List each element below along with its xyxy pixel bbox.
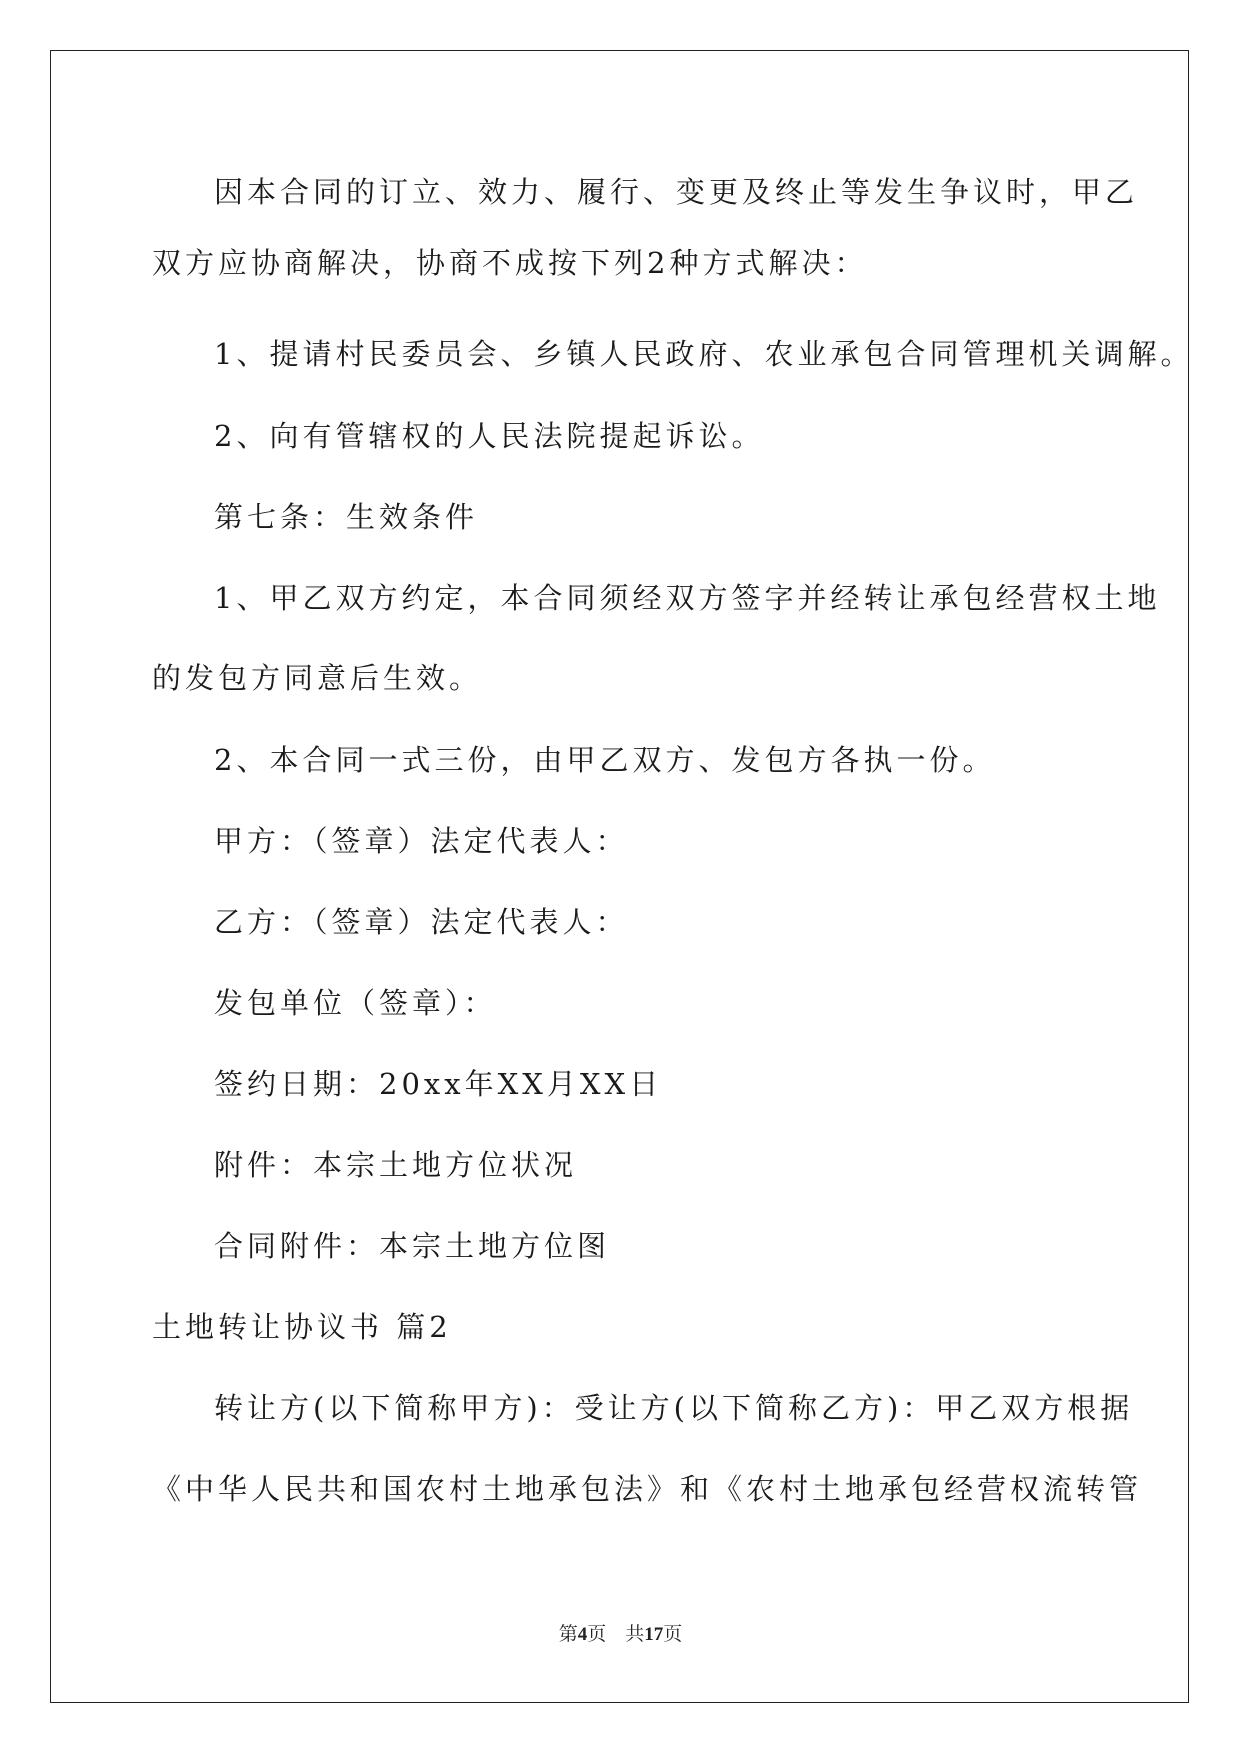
text-line: 转让方(以下简称甲方)：受让方(以下简称乙方)：甲乙双方根据 bbox=[214, 1391, 1134, 1425]
attachment-line: 合同附件：本宗土地方位图 bbox=[214, 1229, 611, 1263]
text-line: 《中华人民共和国农村土地承包法》和《农村土地承包经营权流转管 bbox=[152, 1472, 1143, 1506]
section-heading: 第七条：生效条件 bbox=[214, 500, 479, 534]
text-line: 2、向有管辖权的人民法院提起诉讼。 bbox=[214, 419, 765, 453]
footer-page-suffix: 页 bbox=[587, 1624, 607, 1645]
signature-line-issuer: 发包单位（签章）： bbox=[214, 986, 497, 1020]
footer-total-suffix: 页 bbox=[663, 1624, 683, 1645]
footer-prefix: 第 bbox=[558, 1624, 578, 1645]
signature-line-party-a: 甲方：（签章）法定代表人： bbox=[214, 824, 629, 858]
page-number: 4 bbox=[577, 1624, 588, 1645]
signing-date: 签约日期：20xx年XX月XX日 bbox=[214, 1067, 663, 1101]
text-line: 双方应协商解决，协商不成按下列2种方式解决： bbox=[152, 246, 868, 280]
signature-line-party-b: 乙方：（签章）法定代表人： bbox=[214, 905, 629, 939]
text-line: 2、本合同一式三份，由甲乙双方、发包方各执一份。 bbox=[214, 743, 996, 777]
text-line: 因本合同的订立、效力、履行、变更及终止等发生争议时，甲乙 bbox=[214, 175, 1139, 209]
text-line: 1、提请村民委员会、乡镇人民政府、农业承包合同管理机关调解。 bbox=[214, 337, 1194, 371]
text-line: 的发包方同意后生效。 bbox=[152, 661, 483, 695]
page-footer bbox=[0, 1623, 1241, 1647]
text-line: 1、甲乙双方约定，本合同须经双方签字并经转让承包经营权土地 bbox=[214, 581, 1161, 615]
page-border bbox=[50, 50, 1189, 1703]
footer-total-prefix: 共 bbox=[625, 1624, 645, 1645]
attachment-line: 附件：本宗土地方位状况 bbox=[214, 1148, 578, 1182]
total-pages: 17 bbox=[644, 1624, 664, 1645]
document-title: 土地转让协议书 篇2 bbox=[152, 1310, 452, 1344]
